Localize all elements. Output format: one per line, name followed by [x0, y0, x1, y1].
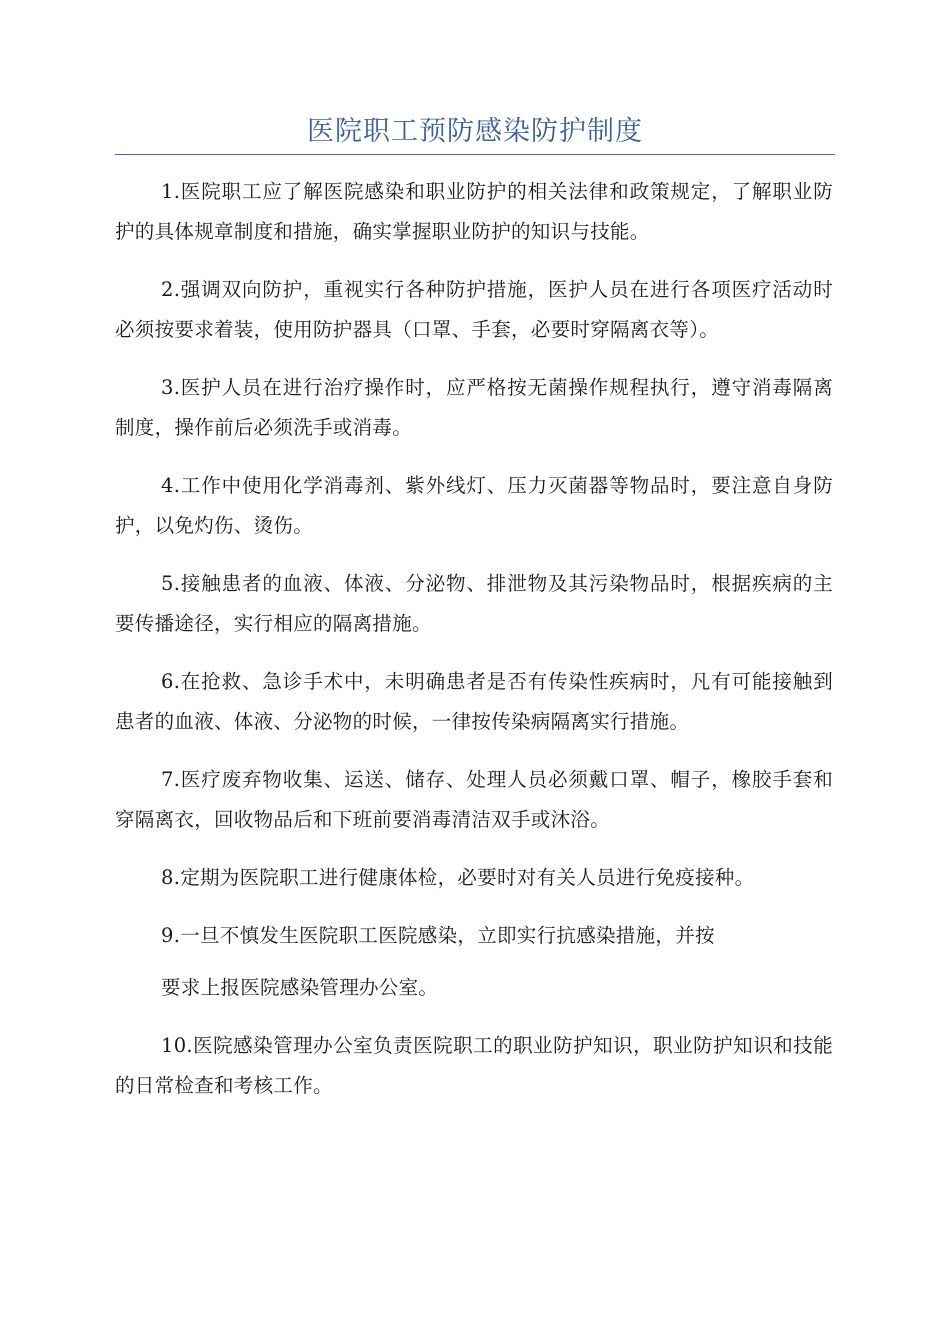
paragraph-4: 4.工作中使用化学消毒剂、紫外线灯、压力灭菌器等物品时，要注意自身防护，以免灼伤、烫伤。 [115, 474, 833, 537]
paragraph-10: 10.医院感染管理办公室负责医院职工的职业防护知识，职业防护知识和技能的日常检查和考核工作。 [115, 1034, 833, 1097]
paragraph-1: 1.医院职工应了解医院感染和职业防护的相关法律和政策规定，了解职业防护的具体规章制度和措施，确实掌握职业防护的知识与技能。 [115, 180, 833, 243]
paragraph-2: 2.强调双向防护，重视实行各种防护措施，医护人员在进行各项医疗活动时必须按要求着装，使用防护器具（口罩、手套，必要时穿隔离衣等）。 [115, 278, 833, 341]
paragraph-5: 5.接触患者的血液、体液、分泌物、排泄物及其污染物品时，根据疾病的主要传播途径，实行相应的隔离措施。 [115, 572, 833, 635]
paragraph-9: 9.一旦不慎发生医院职工医院感染，立即实行抗感染措施，并按 [161, 924, 715, 947]
title-underline [115, 154, 835, 155]
paragraph-9-continuation: 要求上报医院感染管理办公室。 [161, 976, 439, 999]
paragraph-3: 3.医护人员在进行治疗操作时，应严格按无菌操作规程执行，遵守消毒隔离制度，操作前后必须洗手或消毒。 [115, 376, 833, 439]
paragraph-8: 8.定期为医院职工进行健康体检，必要时对有关人员进行免疫接种。 [161, 866, 755, 889]
document-title: 医院职工预防感染防护制度 [307, 116, 643, 147]
paragraph-6: 6.在抢救、急诊手术中，未明确患者是否有传染性疾病时，凡有可能接触到患者的血液、体液、分泌物的时候，一律按传染病隔离实行措施。 [115, 670, 833, 733]
paragraph-7: 7.医疗废弃物收集、运送、储存、处理人员必须戴口罩、帽子，橡胶手套和穿隔离衣，回收物品后和下班前要消毒清洁双手或沐浴。 [115, 768, 833, 831]
document-body [115, 172, 833, 1124]
